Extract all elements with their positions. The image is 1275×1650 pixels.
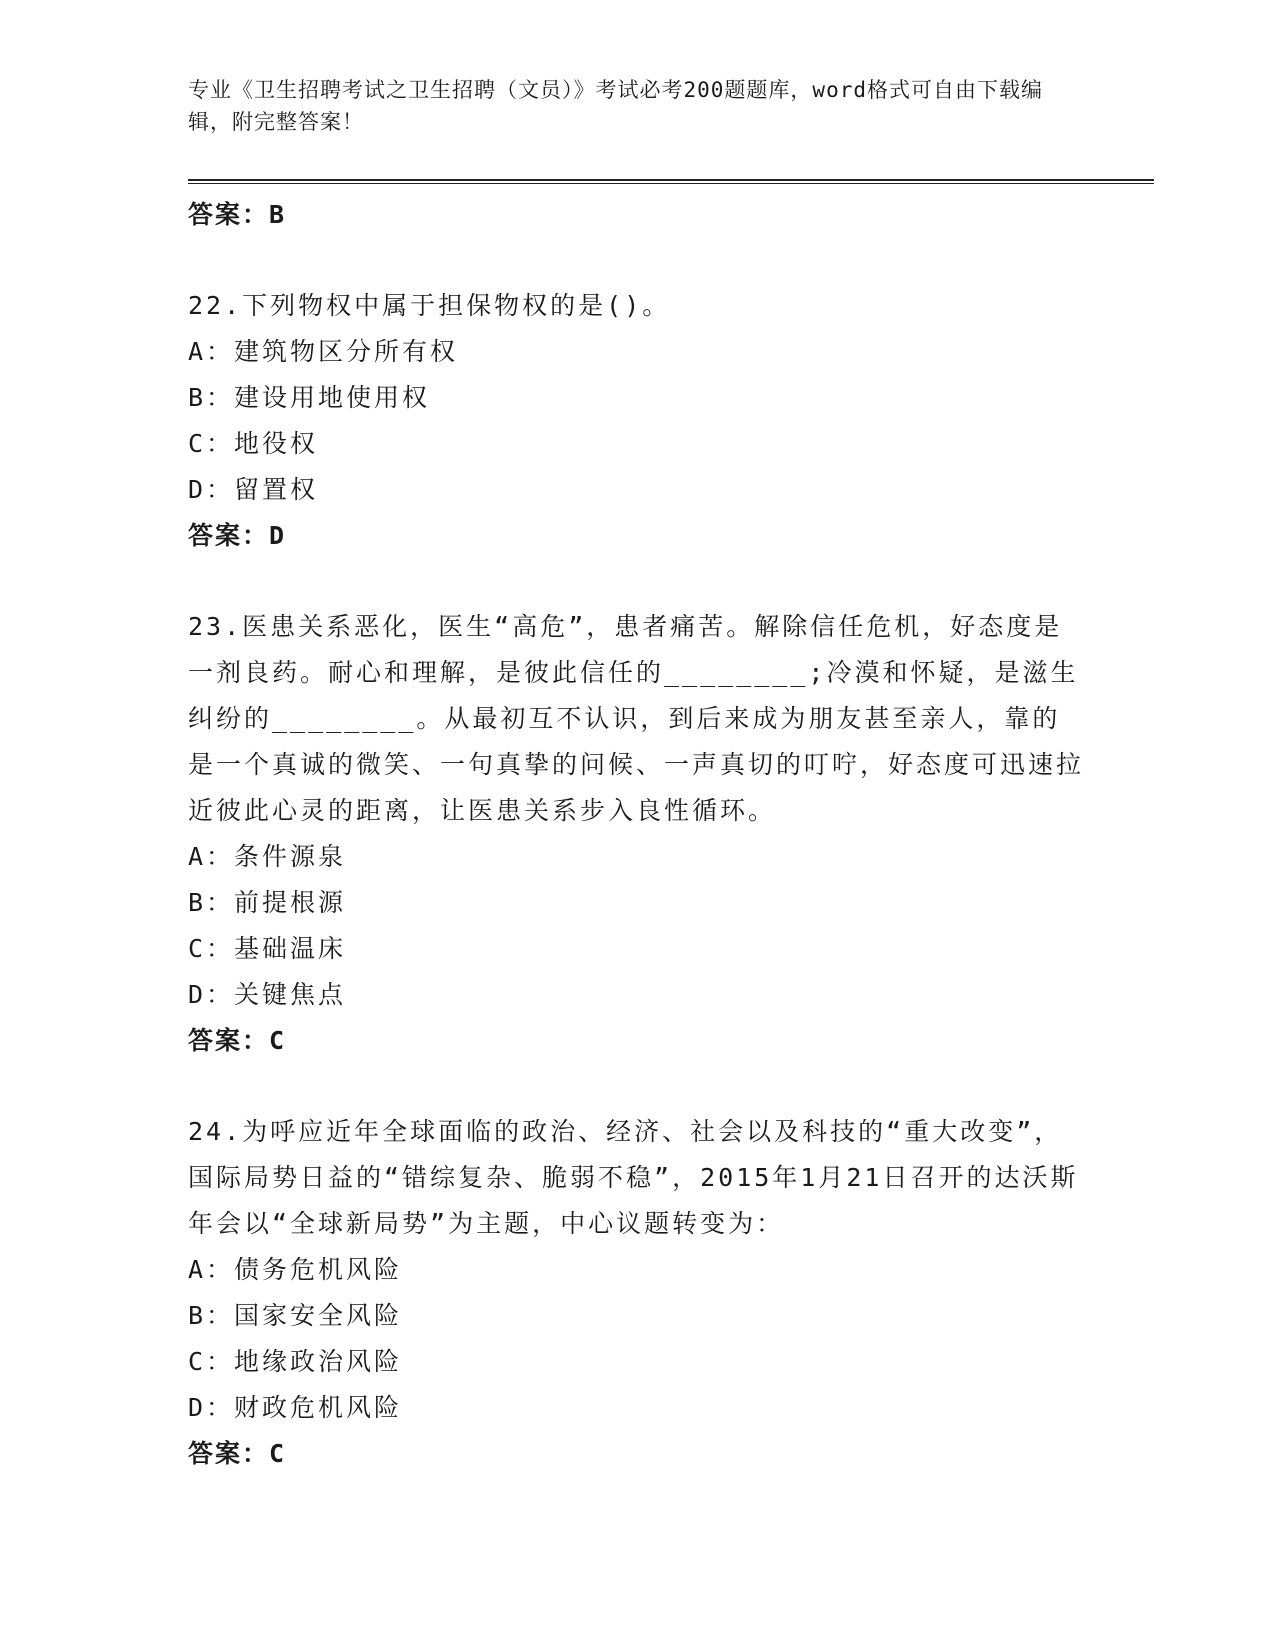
question-answer [188, 1431, 1088, 1477]
answer-label: 答案： [188, 1439, 270, 1468]
page-header: 专业《卫生招聘考试之卫生招聘（文员）》考试必考200题题库，word格式可自由下载编辑，附完整答案！ [188, 78, 1043, 134]
answer-label: 答案： [188, 1026, 270, 1055]
question-answer [188, 513, 1088, 559]
answer-label: 答案： [188, 200, 270, 229]
question-24 [188, 1109, 1088, 1477]
question-stem: 23.医患关系恶化，医生“高危”，患者痛苦。解除信任危机，好态度是一剂良药。耐心和理解，是彼此信任的________;冷漠和怀疑，是滋生纠纷的________。从最初互不认识，到后来成为朋友甚至亲人，靠的是一个真诚的微笑、一句真挚的问候、一声真切的叮咛，好态度可迅速拉近彼此心灵的距离，让医患关系步入良性循环。 [188, 612, 1085, 825]
previous-answer [188, 192, 1088, 238]
option-d: D：留置权 [188, 475, 319, 504]
question-stem: 22.下列物权中属于担保物权的是()。 [188, 291, 671, 320]
answer-label: 答案： [188, 521, 270, 550]
question-stem: 24.为呼应近年全球面临的政治、经济、社会以及科技的“重大改变”，国际局势日益的“错综复杂、脆弱不稳”，2015年1月21日召开的达沃斯年会以“全球新局势”为主题，中心议题转变为： [188, 1117, 1079, 1238]
option-d: D：关键焦点 [188, 980, 347, 1009]
option-b: B：建设用地使用权 [188, 383, 431, 412]
option-c: C：地缘政治风险 [188, 1347, 403, 1376]
answer-value: C [269, 1439, 287, 1468]
option-d: D：财政危机风险 [188, 1393, 403, 1422]
option-a: A：债务危机风险 [188, 1255, 403, 1284]
option-c: C：地役权 [188, 429, 319, 458]
question-23 [188, 604, 1088, 1064]
answer-value: C [269, 1026, 287, 1055]
option-b: B：国家安全风险 [188, 1301, 403, 1330]
option-b: B：前提根源 [188, 888, 347, 917]
question-22 [188, 283, 1088, 559]
header-divider [188, 179, 1154, 184]
option-c: C：基础温床 [188, 934, 347, 963]
option-a: A：条件源泉 [188, 842, 347, 871]
question-answer [188, 1018, 1088, 1064]
option-a: A：建筑物区分所有权 [188, 337, 459, 366]
document-body [188, 186, 1088, 1477]
answer-value: B [269, 200, 287, 229]
answer-value: D [269, 521, 287, 550]
